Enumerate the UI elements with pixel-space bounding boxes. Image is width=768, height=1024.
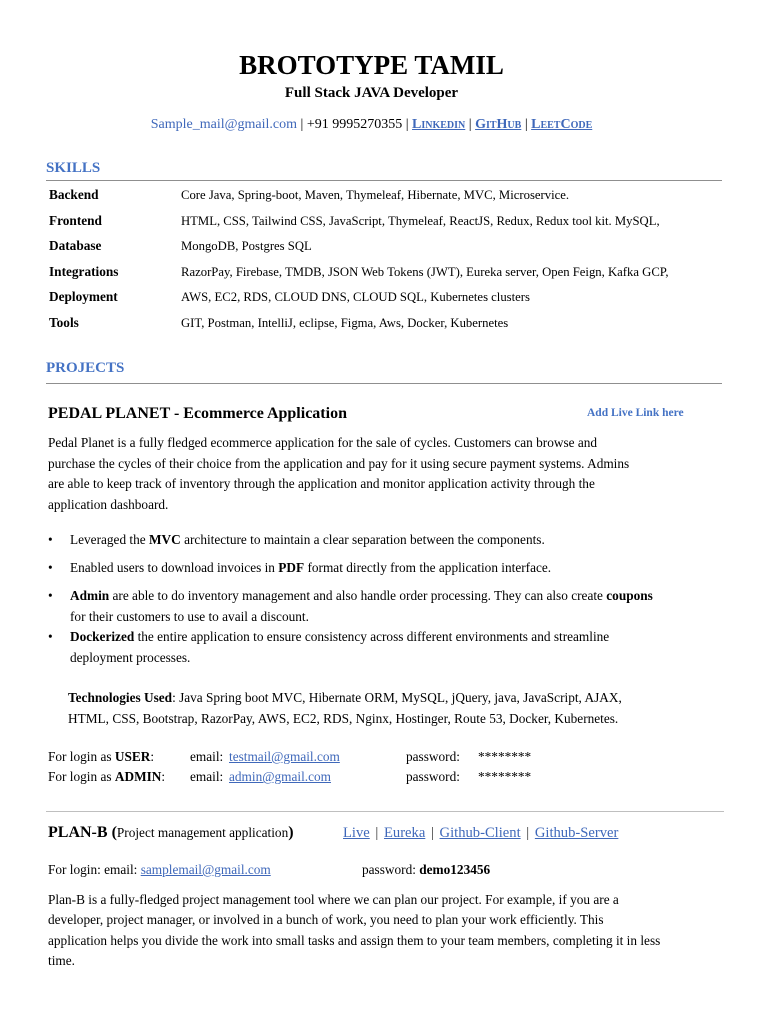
skill-value: GIT, Postman, IntelliJ, eclipse, Figma, Aws, Docker, Kubernetes: [181, 315, 509, 330]
github-client-link[interactable]: Github-Client: [439, 825, 521, 841]
skill-label: Integrations: [49, 263, 119, 279]
project-title: [48, 823, 294, 843]
bullet-text: [70, 530, 545, 551]
skill-label: Frontend: [49, 212, 102, 228]
skill-row-database: [49, 237, 722, 263]
bullet-text-segment: architecture to maintain a clear separation between the components.: [180, 532, 545, 547]
bullet-icon: •: [48, 588, 53, 603]
description-line: application helps you divide the work into small tasks and assign them to your team members, completing it in less: [48, 932, 661, 948]
contact-line: [46, 116, 697, 134]
bullet-emphasis: MVC: [149, 532, 181, 547]
email-link[interactable]: Sample_mail@gmail.com: [150, 117, 297, 132]
password-value: demo123456: [419, 862, 491, 877]
skill-row-backend: [49, 186, 722, 212]
skill-row-tools: [49, 314, 722, 340]
skill-row-deployment: [49, 288, 722, 314]
contact-separator: |: [468, 117, 472, 132]
description-line: application dashboard.: [48, 496, 169, 512]
bullet-continuation: for their customers to use to avail a discount.: [70, 608, 309, 624]
eureka-link[interactable]: Eureka: [383, 825, 426, 841]
live-link[interactable]: Live: [343, 825, 370, 841]
login-role: USER: [114, 749, 151, 764]
login-email-link[interactable]: testmail@gmail.com: [229, 749, 340, 764]
skill-label: Tools: [49, 314, 79, 330]
description-line: developer, project manager, or involved in a bunch of work, you need to plan your work efficiently. This: [48, 912, 604, 928]
contact-separator: |: [300, 117, 304, 132]
skills-heading: SKILLS: [46, 160, 101, 176]
description-line: Plan-B is a fully-fledged project management tool where we can plan our project. For example, if you are a: [48, 892, 619, 907]
paren-open: (: [111, 824, 117, 841]
login-colon: :: [161, 769, 166, 784]
login-label: [48, 767, 165, 787]
skill-label: Deployment: [49, 289, 118, 305]
bullet-text-segment: format directly from the application interface.: [304, 560, 552, 575]
login-label: [48, 747, 154, 767]
github-server-link[interactable]: Github-Server: [534, 825, 619, 841]
password-value: ********: [478, 769, 532, 784]
bullet-text: [70, 586, 653, 627]
section-rule: [46, 180, 722, 181]
bullet-text-segment: Leveraged the: [70, 532, 149, 547]
bullet-icon: •: [48, 629, 53, 644]
bullet-emphasis: Dockerized: [70, 629, 135, 644]
password-label: password:: [406, 769, 460, 784]
skill-row-frontend: [49, 212, 722, 238]
skill-value: Core Java, Spring-boot, Maven, Thymeleaf, Hibernate, MVC, Microservice.: [181, 188, 570, 202]
project-divider: [46, 811, 724, 812]
linkedin-link[interactable]: Linkedin: [412, 117, 466, 132]
description-line: purchase the cycles of their choice from the application and pay for it using secure payment systems. Admins: [48, 455, 630, 471]
login-credentials: [48, 860, 528, 880]
technologies-label: Technologies Used: [68, 690, 173, 705]
email-label: email:: [190, 749, 224, 764]
technologies-line: HTML, CSS, Bootstrap, RazorPay, AWS, EC2, RDS, Nginx, Hostinger, Route 53, Docker, Kubernetes.: [68, 711, 619, 726]
skill-value: MongoDB, Postgres SQL: [181, 239, 312, 254]
project-links: [343, 823, 618, 843]
login-role: ADMIN: [114, 769, 162, 784]
bullet-icon: •: [48, 560, 53, 575]
contact-separator: |: [524, 117, 528, 132]
link-separator: |: [430, 825, 434, 841]
technologies-used: [68, 687, 622, 729]
bullet-continuation: deployment processes.: [70, 649, 191, 665]
contact-separator: |: [405, 117, 409, 132]
password-label: password:: [406, 749, 460, 764]
skill-value: RazorPay, Firebase, TMDB, JSON Web Tokens (JWT), Eureka server, Open Feign, Kafka GCP,: [181, 264, 669, 279]
leetcode-link[interactable]: LeetCode: [531, 117, 593, 132]
projects-heading: PROJECTS: [46, 360, 125, 376]
paren-close: ): [288, 824, 294, 841]
skill-value: HTML, CSS, Tailwind CSS, JavaScript, Thymeleaf, ReactJS, Redux, Redux tool kit. MySQL,: [181, 213, 660, 228]
phone-number: +91 9995270355: [306, 117, 403, 132]
login-row-admin: [48, 767, 568, 787]
bullet-emphasis: coupons: [606, 588, 653, 603]
live-link[interactable]: Add Live Link here: [587, 407, 684, 419]
login-email-link[interactable]: admin@gmail.com: [229, 769, 331, 784]
skills-table: [49, 186, 722, 340]
bullet-emphasis: PDF: [278, 560, 305, 575]
description-line: time.: [48, 953, 75, 969]
password-field: [362, 860, 490, 880]
email-label: email:: [190, 769, 224, 784]
job-title: Full Stack JAVA Developer: [284, 85, 459, 101]
description-line: are able to keep track of inventory through the application and monitor application activity through the: [48, 476, 595, 492]
password-value: ********: [478, 749, 532, 764]
section-rule: [46, 383, 722, 384]
bullet-text-segment: are able to do inventory management and also handle order processing. They can also create: [109, 588, 607, 603]
bullet-text: [70, 558, 551, 579]
login-email-link[interactable]: samplemail@gmail.com: [140, 862, 271, 877]
bullet-emphasis: Admin: [70, 588, 110, 603]
project-description: [48, 890, 660, 972]
login-lead: For login as: [48, 749, 115, 764]
login-row-user: [48, 747, 568, 767]
project-name: PLAN-B: [48, 824, 108, 841]
password-label: password:: [362, 862, 420, 877]
bullet-item: [48, 627, 708, 669]
technologies-line: : Java Spring boot MVC, Hibernate ORM, MySQL, jQuery, java, JavaScript, AJAX,: [172, 690, 622, 705]
bullet-text-segment: the entire application to ensure consistency across different environments and streamline: [134, 629, 610, 644]
login-colon: :: [150, 749, 155, 764]
skill-row-integrations: [49, 263, 722, 289]
login-lead: For login as: [48, 769, 115, 784]
description-line: Pedal Planet is a fully fledged ecommerce application for the sale of cycles. Customers can browse and: [48, 435, 598, 450]
candidate-name: BROTOTYPE TAMIL: [239, 50, 504, 80]
link-separator: |: [526, 825, 530, 841]
project-description: [48, 433, 629, 515]
bullet-text: [70, 627, 609, 668]
bullet-item: [48, 586, 708, 628]
login-label: For login: email:: [48, 862, 141, 877]
link-separator: |: [375, 825, 379, 841]
project-subtitle: Project management application: [116, 825, 289, 840]
github-link[interactable]: GitHub: [475, 117, 522, 132]
skill-label: Database: [49, 238, 102, 254]
login-credentials: [48, 747, 568, 787]
project-title: PEDAL PLANET - Ecommerce Application: [48, 405, 347, 422]
skill-label: Backend: [49, 187, 99, 202]
skill-value: AWS, EC2, RDS, CLOUD DNS, CLOUD SQL, Kubernetes clusters: [181, 290, 530, 305]
bullet-text-segment: Enabled users to download invoices in: [70, 560, 279, 575]
bullet-icon: •: [48, 532, 53, 547]
